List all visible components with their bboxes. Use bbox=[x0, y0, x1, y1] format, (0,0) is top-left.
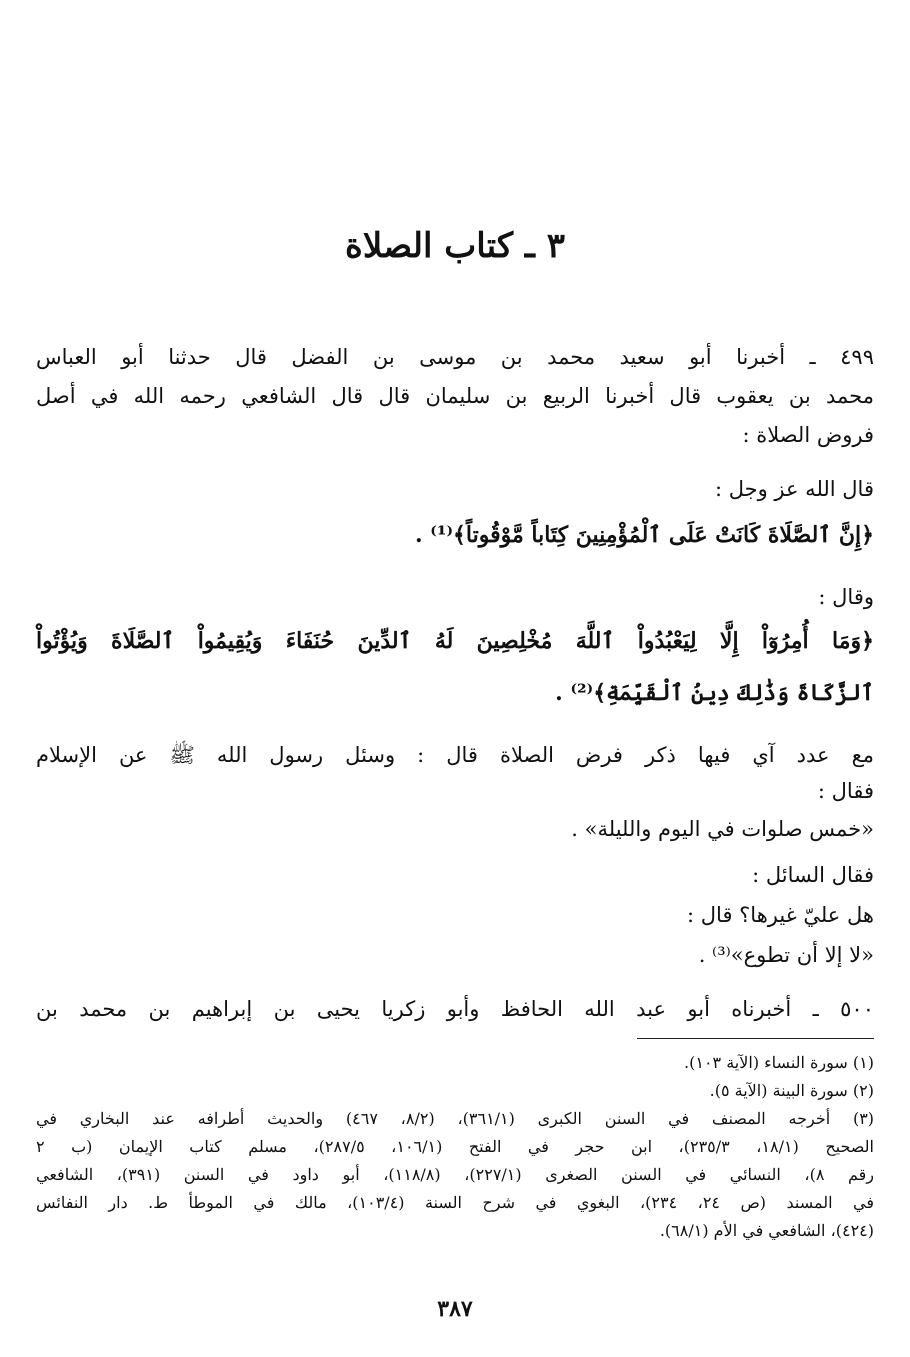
footnote-3-line-4: في المسند (ص ٢٤، ٢٣٤)، البغوي في شرح السنة (١٠٣/٤)، مالك في الموطأ ط. دار النفائس bbox=[36, 1193, 875, 1212]
footnote-separator bbox=[637, 1038, 874, 1039]
footnote-3-line-3: رقم ٨)، النسائي في السنن الصغرى (٢٢٧/١)، (١١٨/٨)، أبو داود في السنن (٣٩١)، الشافعي bbox=[36, 1165, 875, 1184]
page-number: ٣٨٧ bbox=[437, 1296, 473, 1322]
verse-1: ﴿إِنَّ ٱلصَّلَاةَ كَانَتْ عَلَى ٱلْمُؤْمِنِينَ كِتَاباً مَّوْقُوتاً﴾⁽¹⁾ . bbox=[414, 522, 874, 548]
footnote-3-line-5: (٤٢٤)، الشافعي في الأم (٦٨/١). bbox=[659, 1221, 874, 1240]
intro-and-said: وقال : bbox=[818, 585, 874, 609]
footnote-3-line-1: (٣) أخرجه المصنف في السنن الكبرى (٣٦١/١)، (٨/٢، ٤٦٧) والحديث أطرافه عند البخاري في bbox=[36, 1109, 875, 1128]
answer: «لا إلا أن تطوع»⁽³⁾ . bbox=[698, 943, 874, 967]
footnote-3-line-2: الصحيح (١٨/١، ٢٣٥/٣)، ابن حجر في الفتح (١٠٦/١، ٢٨٧/٥)، مسلم كتاب الإيمان (ب ٢ bbox=[36, 1137, 875, 1156]
hadith-499-line-3: فروض الصلاة : bbox=[742, 423, 874, 447]
verse-2-line-1: ﴿وَمَا أُمِرُوٓاْ إِلَّا لِيَعْبُدُواْ ٱللَّهَ مُخْلِصِينَ لَهُ ٱلدِّينَ حُنَفَاءَ وَيُقِيمُواْ ٱلصَّلَاةَ وَيُؤْتُواْ bbox=[36, 628, 874, 654]
asker-question: هل عليّ غيرها؟ قال : bbox=[687, 903, 874, 927]
hadith-500-line-1: ٥٠٠ ـ أخبرناه أبو عبد الله الحافظ وأبو زكريا يحيى بن إبراهيم بن محمد بن bbox=[36, 997, 874, 1021]
hadith-499-line-1: ٤٩٩ ـ أخبرنا أبو سعيد محمد بن موسى بن الفضل قال حدثنا أبو العباس bbox=[36, 345, 874, 369]
verse-2-line-2: ٱلزَّكَاةَ وَذَٰلِكَ دِينُ ٱلْقَيِّمَةِ﴾⁽²⁾ . bbox=[555, 680, 874, 706]
asker-said: فقال السائل : bbox=[752, 863, 874, 887]
intro-said: قال الله عز وجل : bbox=[714, 477, 874, 501]
count-line-1: مع عدد آي فيها ذكر فرض الصلاة قال : وسئل رسول الله ﷺ عن الإسلام bbox=[36, 743, 874, 767]
footnote-2: (٢) سورة البينة (الآية ٥). bbox=[709, 1081, 874, 1100]
count-line-2: فقال : bbox=[817, 779, 874, 803]
hadith-499-line-2: محمد بن يعقوب قال أخبرنا الربيع بن سليمان قال قال الشافعي رحمه الله في أصل bbox=[36, 384, 874, 408]
footnote-1: (١) سورة النساء (الآية ١٠٣). bbox=[684, 1053, 874, 1072]
chapter-title: ٣ ـ كتاب الصلاة bbox=[345, 226, 565, 266]
hadith-five-prayers: «خمس صلوات في اليوم والليلة» . bbox=[571, 817, 874, 841]
